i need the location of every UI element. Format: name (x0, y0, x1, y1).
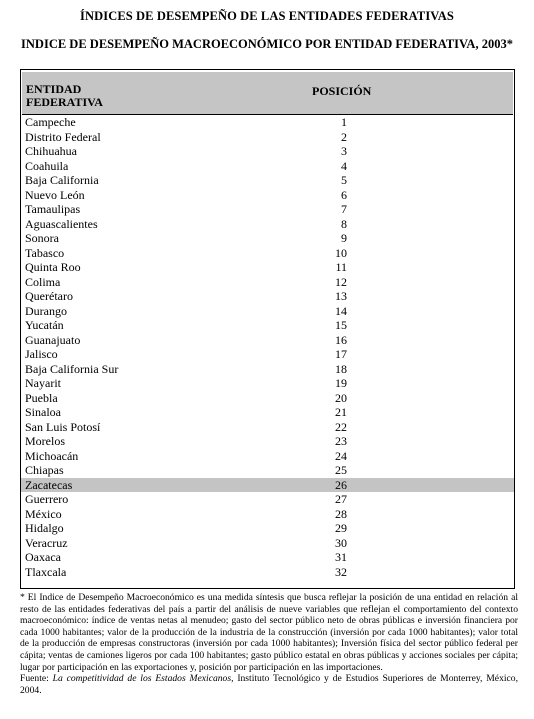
table-header (22, 72, 513, 115)
row-posicion: 3 (341, 144, 347, 158)
table-row (21, 202, 514, 217)
row-entidad: Puebla (25, 390, 58, 405)
row-posicion: 28 (335, 506, 347, 521)
row-entidad: Chiapas (25, 463, 64, 477)
row-entidad: Veracruz (25, 535, 68, 550)
table-row (21, 304, 514, 319)
table-row (21, 130, 514, 145)
table-row (21, 565, 514, 580)
row-entidad: Tamaulipas (25, 202, 81, 216)
row-posicion: 13 (335, 289, 347, 303)
table-row (21, 275, 514, 290)
table-row (21, 347, 514, 362)
column-header-posicion: POSICIÓN (312, 84, 372, 98)
page-title: ÍNDICES DE DESEMPEÑO DE LAS ENTIDADES FEDERATIVAS (80, 9, 454, 23)
footnote-text: * El Indice de Desempeño Macroeconómico es una medida síntesis que busca reflejar la posición de una entidad en relación al resto de las entidades federativas del país a partir del análisis de nueve variables que reflejan el comportamiento del contexto macroeconómico: índice de ventas netas al menudeo; gasto del sector público neto de obras públicas e inversión financiera por cada 1000 habitantes; valor de la producción de la industria de la construcción (inversión por cada 1000 habitantes); valor total de la producción de empresas constructoras (inversión por cada 1000 habitantes); Inversión física del sector público federal per cápita; ventas de camiones ligeros por cada 100 habitantes; gasto público estatal en obras públicas y acciones sociales per cápita; lugar por participación en las exportaciones y, posición por participación en las importaciones. (20, 592, 518, 673)
row-posicion: 27 (335, 492, 347, 506)
table-row (21, 159, 514, 174)
row-posicion: 9 (341, 231, 347, 245)
table-row (21, 391, 514, 406)
row-entidad: Quinta Roo (25, 260, 81, 274)
table-row (21, 434, 514, 449)
row-entidad: Distrito Federal (25, 129, 101, 144)
source-rest: , Instituto Tecnológico y de Estudios Superiores de Monterrey, México, 2004. (20, 673, 518, 696)
row-entidad: Durango (25, 303, 67, 318)
table-row (21, 521, 514, 536)
table-row (21, 463, 514, 478)
table-row (21, 550, 514, 565)
row-entidad: Guanajuato (25, 332, 81, 347)
row-entidad: Chihuahua (25, 144, 77, 158)
row-entidad: San Luis Potosí (25, 419, 101, 434)
row-entidad: Hidalgo (25, 521, 64, 535)
row-entidad: Jalisco (25, 347, 58, 361)
row-posicion: 10 (335, 245, 347, 260)
row-posicion: 16 (335, 332, 347, 347)
footnote-block (20, 592, 518, 696)
row-entidad: Sonora (25, 231, 59, 245)
source-label: Fuente: (20, 673, 49, 685)
row-posicion: 26 (335, 477, 347, 492)
table-row (21, 188, 514, 203)
row-posicion: 14 (335, 303, 347, 318)
row-entidad: México (25, 506, 62, 521)
table-row (21, 115, 514, 130)
table-row (21, 449, 514, 464)
table-row (21, 144, 514, 159)
table-row (21, 478, 514, 493)
row-posicion: 23 (335, 434, 347, 448)
row-entidad: Nayarit (25, 376, 61, 390)
row-entidad: Campeche (25, 115, 76, 129)
row-entidad: Baja California (25, 173, 99, 187)
row-entidad: Tlaxcala (25, 564, 67, 579)
row-entidad: Nuevo León (25, 187, 85, 202)
row-posicion: 11 (335, 260, 347, 274)
source-line (20, 673, 518, 696)
source-title: La competitividad de los Estados Mexicanos (52, 673, 232, 685)
row-posicion: 20 (335, 390, 347, 405)
table-row (21, 492, 514, 507)
row-posicion: 2 (341, 129, 347, 144)
row-posicion: 25 (335, 463, 347, 477)
row-entidad: Morelos (25, 434, 65, 448)
ranking-table (20, 69, 515, 589)
row-posicion: 4 (341, 158, 347, 173)
row-posicion: 19 (335, 376, 347, 390)
row-entidad: Michoacán (25, 448, 79, 463)
row-entidad: Oaxaca (25, 550, 61, 564)
row-posicion: 6 (341, 187, 347, 202)
table-row (21, 376, 514, 391)
table-title: INDICE DE DESEMPEÑO MACROECONÓMICO POR ENTIDAD FEDERATIVA, 2003* (21, 37, 513, 51)
table-row (21, 333, 514, 348)
table-row (21, 536, 514, 551)
row-entidad: Colima (25, 274, 61, 289)
row-entidad: Zacatecas (25, 477, 73, 492)
row-entidad: Tabasco (25, 245, 65, 260)
table-row (21, 246, 514, 261)
row-entidad: Coahuila (25, 158, 69, 173)
row-posicion: 8 (341, 216, 347, 231)
table-body (21, 115, 514, 579)
row-posicion: 7 (341, 202, 347, 216)
row-entidad: Guerrero (25, 492, 69, 506)
row-posicion: 22 (335, 419, 347, 434)
row-posicion: 1 (341, 115, 347, 129)
row-entidad: Sinaloa (25, 405, 61, 419)
column-header-entidad: ENTIDAD FEDERATIVA (26, 82, 103, 109)
table-row (21, 420, 514, 435)
row-posicion: 29 (335, 521, 347, 535)
table-row (21, 231, 514, 246)
table-row (21, 260, 514, 275)
row-entidad: Baja California Sur (25, 361, 119, 376)
row-posicion: 31 (335, 550, 347, 564)
row-entidad: Querétaro (25, 289, 73, 303)
table-row (21, 173, 514, 188)
row-posicion: 21 (335, 405, 347, 419)
row-entidad: Aguascalientes (25, 216, 98, 231)
row-posicion: 15 (335, 318, 347, 332)
row-posicion: 12 (335, 274, 347, 289)
table-row (21, 318, 514, 333)
table-row (21, 217, 514, 232)
row-posicion: 24 (335, 448, 347, 463)
table-row (21, 362, 514, 377)
row-posicion: 30 (335, 535, 347, 550)
table-row (21, 405, 514, 420)
row-posicion: 18 (335, 361, 347, 376)
row-posicion: 17 (335, 347, 347, 361)
table-row (21, 289, 514, 304)
row-posicion: 32 (335, 564, 347, 579)
row-posicion: 5 (341, 173, 347, 187)
table-row (21, 507, 514, 522)
row-entidad: Yucatán (25, 318, 64, 332)
